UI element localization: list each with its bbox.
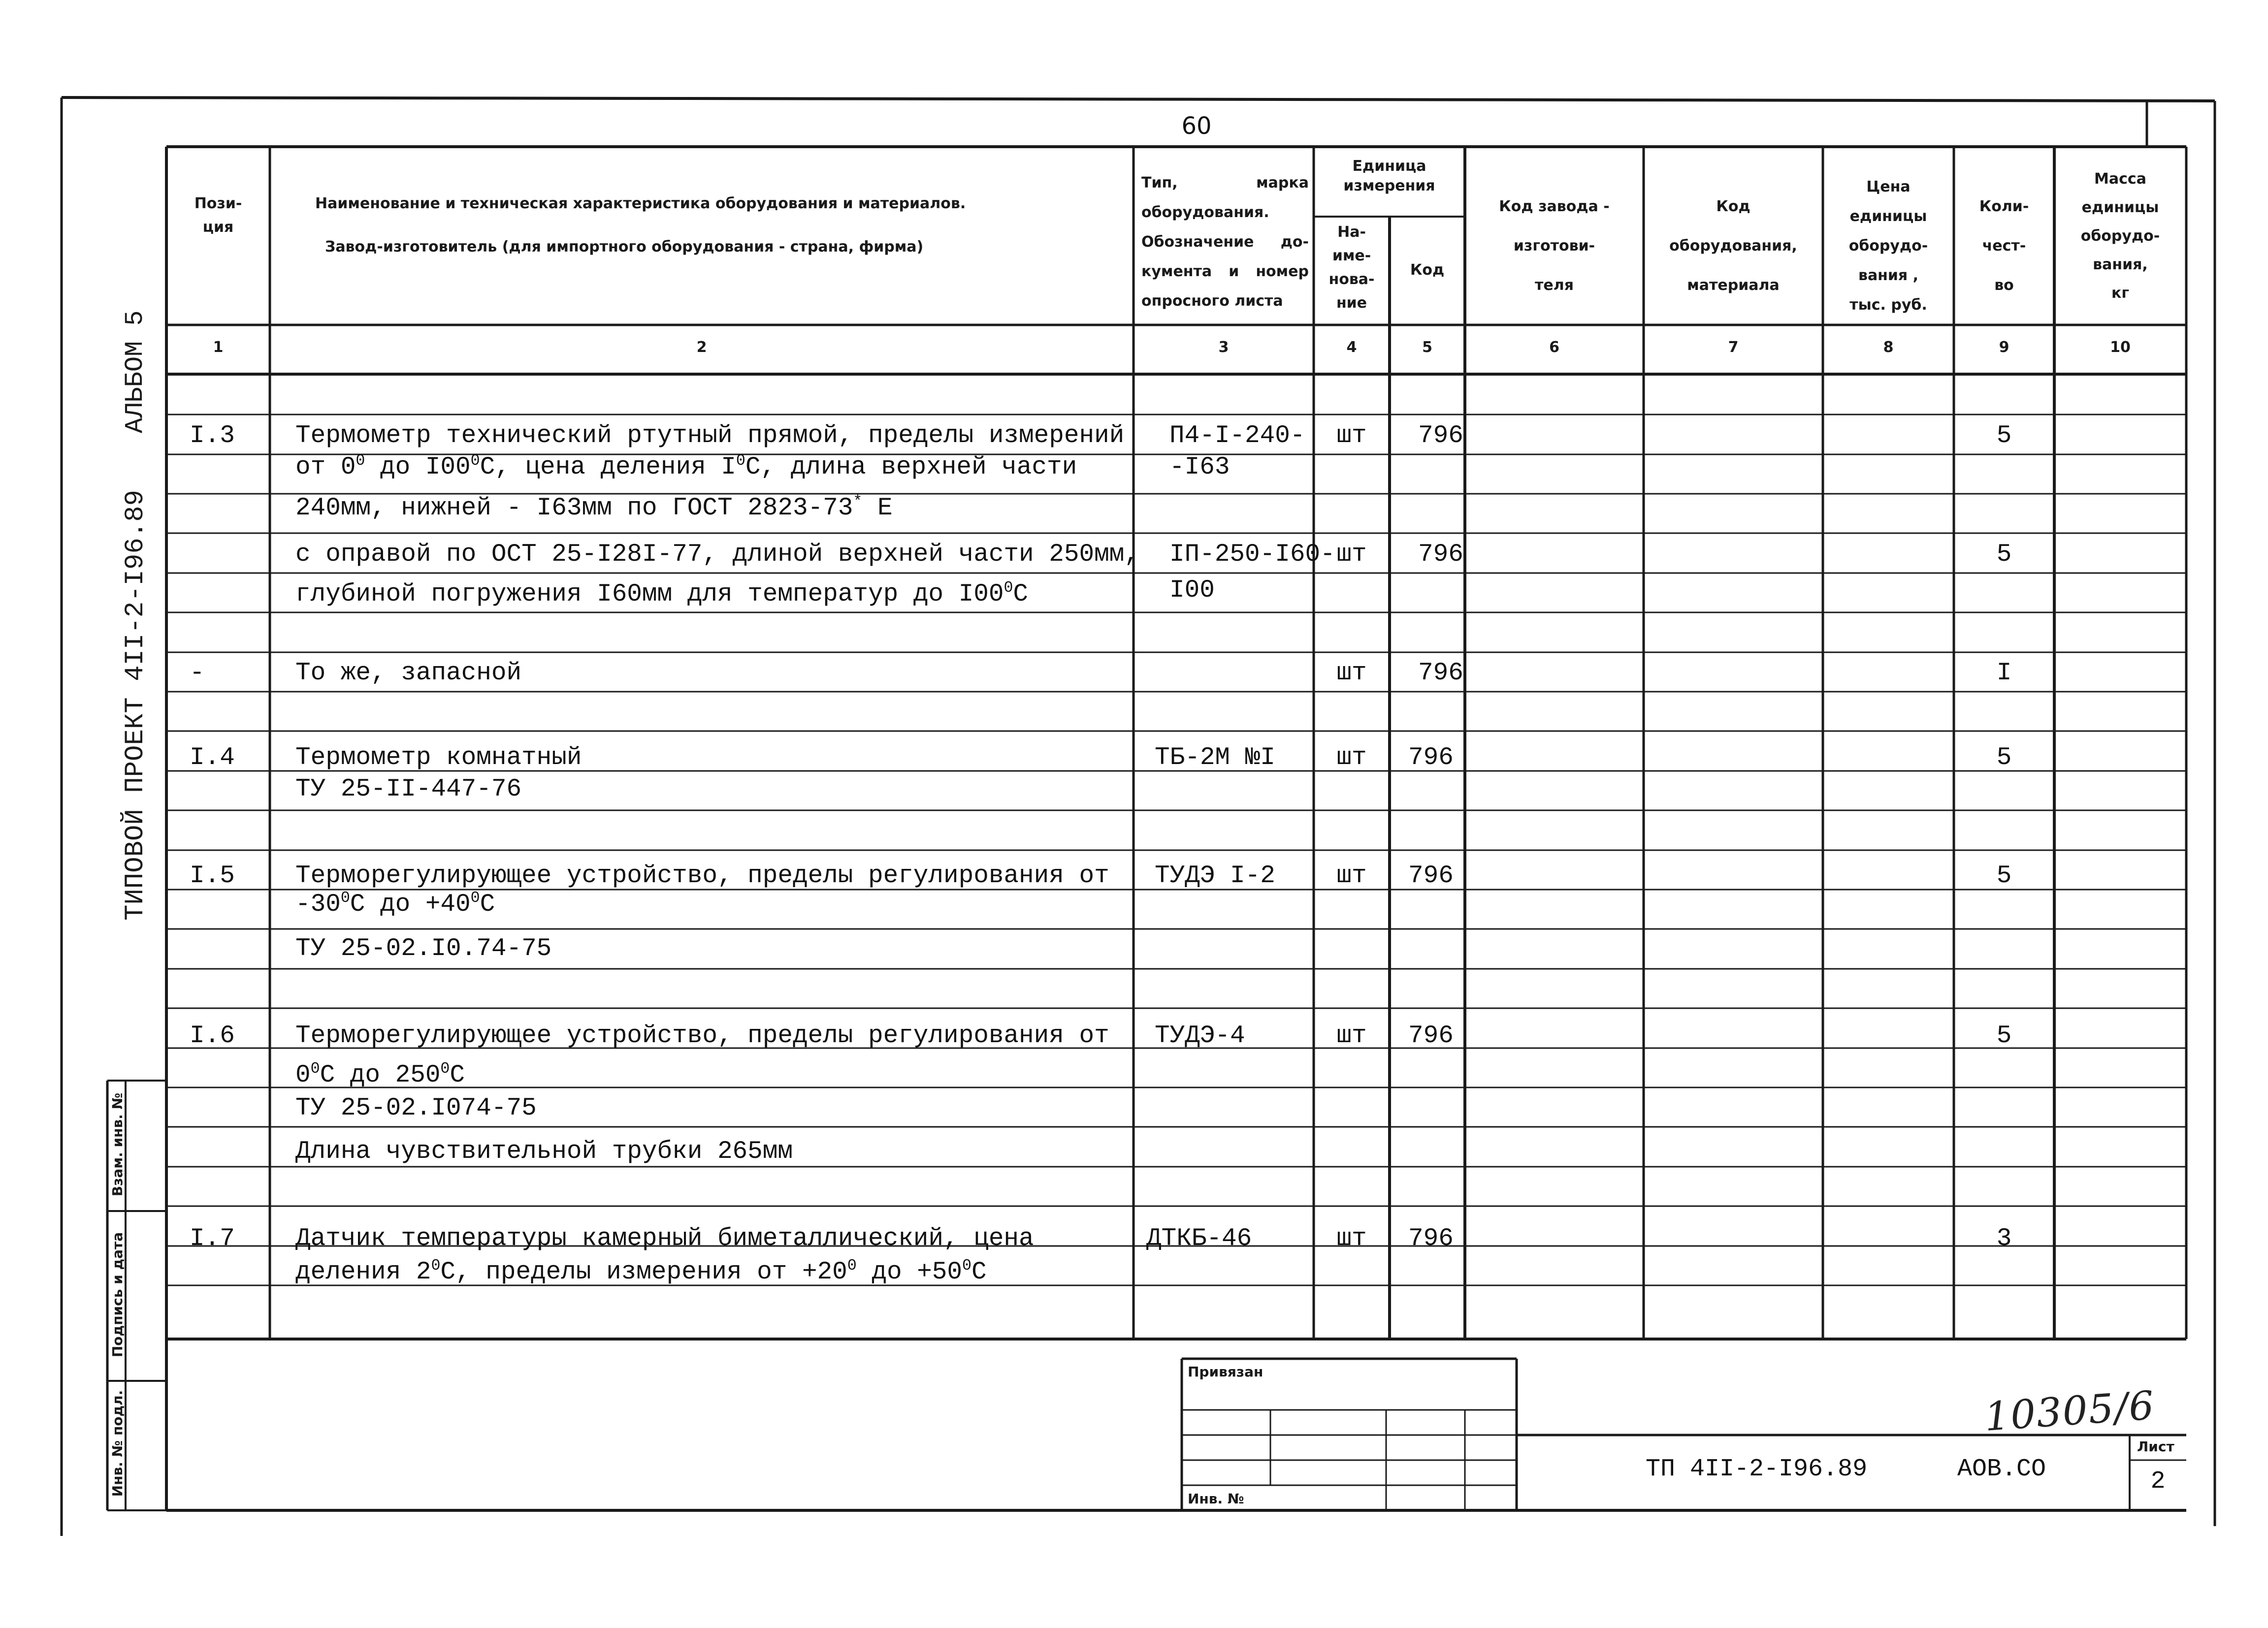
document-mark: АОВ.СО (1957, 1455, 2046, 1483)
code-cell: 796 (1408, 862, 1454, 890)
type-cell: -I63 (1169, 453, 1230, 481)
code-cell: 796 (1418, 422, 1463, 450)
name-cell: от $0^0$ до $I00^0С$, цена деления $I^0С$, длина верхней части (295, 452, 1077, 481)
qty-cell: I (1996, 659, 2012, 687)
col-number-7: 7 (1728, 339, 1739, 356)
code-cell: 796 (1408, 744, 1454, 772)
name-cell: деления $2^0С$, пределы измерения от $+20^0$ до $+50^0С$ (295, 1257, 987, 1286)
name-cell: с оправой по ОСТ 25-I28I-77, длиной верхней части 250мм, (295, 541, 1139, 569)
col-number-1: 1 (213, 339, 224, 356)
page-number: 60 (1181, 112, 1212, 140)
sheet-number: 2 (2150, 1468, 2166, 1496)
privyazan-label: Привязан (1188, 1364, 1264, 1380)
header-col2: Наименование и техническая характеристика оборудования и материалов. Завод-изготовитель (для импортного оборудования - страна, фирма) (315, 195, 966, 255)
code-cell: 796 (1408, 1022, 1454, 1050)
position-cell: I.3 (190, 422, 235, 450)
type-cell: I00 (1169, 576, 1215, 605)
qty-cell: 5 (1996, 1022, 2012, 1050)
code-cell: 796 (1418, 659, 1463, 687)
col-number-5: 5 (1422, 339, 1432, 356)
col-number-3: 3 (1218, 339, 1229, 356)
name-cell: ТУ 25-II-447-76 (295, 775, 522, 803)
unit-cell: шт (1336, 1225, 1367, 1253)
name-cell: Датчик температуры камерный биметаллический, цена (295, 1225, 1034, 1253)
qty-cell: 5 (1996, 862, 2012, 890)
header-unit-group: Единица измерения (1343, 158, 1435, 194)
unit-cell: шт (1336, 862, 1367, 890)
qty-cell: 5 (1996, 422, 2012, 450)
col-number-10: 10 (2110, 339, 2131, 356)
position-cell: I.5 (190, 862, 235, 890)
position-cell: I.6 (190, 1022, 235, 1050)
name-cell: ТУ 25-02.I0.74-75 (295, 935, 552, 963)
unit-cell: шт (1336, 744, 1367, 772)
position-cell: I.4 (190, 744, 235, 772)
code-cell: 796 (1408, 1225, 1454, 1253)
header-col1: Пози- ция (194, 195, 242, 236)
name-cell: Термометр комнатный (295, 744, 582, 772)
header-col4: На- име- нова- ние (1328, 223, 1375, 312)
col-number-2: 2 (696, 339, 707, 356)
position-cell: I.7 (190, 1225, 235, 1253)
unit-cell: шт (1336, 659, 1367, 687)
inv-no-label: Инв. № (1188, 1491, 1244, 1507)
inv-podl-label: Инв. № подл. (109, 1390, 126, 1497)
type-cell: П4-I-240- (1169, 422, 1305, 450)
name-cell: 240мм, нижней - I63мм по ГОСТ 2823-73* Е (295, 493, 893, 522)
podpis-data-label: Подпись и дата (109, 1232, 126, 1358)
header-col10: Масса единицы оборудо- вания, кг (2080, 170, 2160, 302)
type-cell: ТУДЭ I-2 (1155, 862, 1275, 890)
project-label: ТИПОВОЙ ПРОЕКТ 4II-2-I96.89 (121, 490, 151, 921)
header-col5: Код (1410, 261, 1445, 279)
name-cell: глубиной погружения I60мм для температур до $I00^0С$ (295, 579, 1029, 608)
document-code: ТП 4II-2-I96.89 (1646, 1455, 1868, 1483)
name-cell: То же, запасной (295, 659, 522, 687)
col-number-9: 9 (1999, 339, 2009, 356)
unit-cell: шт (1336, 1022, 1367, 1050)
name-cell: Терморегулирующее устройство, пределы регулирования от (295, 1022, 1109, 1050)
sheet-label: Лист (2137, 1438, 2174, 1455)
type-cell: ТБ-2М №I (1155, 744, 1275, 772)
name-cell: $0^0С$ до $250^0С$ (295, 1060, 465, 1089)
album-label: АЛЬБОМ 5 (121, 310, 150, 433)
qty-cell: 5 (1996, 744, 2012, 772)
header-col9: Коли- чест- во (1979, 198, 2029, 294)
name-cell: $-30^0С$ до $+40^0С$ (295, 890, 495, 919)
code-cell: 796 (1418, 541, 1463, 569)
type-cell: ДТКБ-46 (1146, 1225, 1252, 1253)
unit-cell: шт (1336, 422, 1367, 450)
qty-cell: 3 (1996, 1225, 2012, 1253)
handwritten-number: 10305/6 (1983, 1382, 2157, 1440)
name-cell: ТУ 25-02.I074-75 (295, 1094, 537, 1122)
col-number-4: 4 (1346, 339, 1357, 356)
name-cell: Длина чувствительной трубки 265мм (295, 1138, 793, 1166)
header-col8: Цена единицы оборудо- вания , тыс. руб. (1848, 178, 1928, 314)
name-cell: Терморегулирующее устройство, пределы регулирования от (295, 862, 1109, 890)
name-cell: Термометр технический ртутный прямой, пределы измерений (295, 422, 1125, 450)
unit-cell: шт (1336, 541, 1367, 569)
header-col3: Тип, марка оборудования. Обозначение до- кумента и номер опросного листа (1141, 174, 1309, 310)
qty-cell: 5 (1996, 541, 2012, 569)
header-col6: Код завода - изготови- теля (1499, 198, 1610, 294)
col-number-6: 6 (1549, 339, 1559, 356)
inv-vzam-label: Взам. инв. № (109, 1092, 126, 1197)
position-cell: - (190, 659, 205, 687)
type-cell: IП-250-I60- (1169, 541, 1335, 569)
header-col7: Код оборудования, материала (1669, 198, 1797, 294)
type-cell: ТУДЭ-4 (1155, 1022, 1245, 1050)
col-number-8: 8 (1883, 339, 1894, 356)
